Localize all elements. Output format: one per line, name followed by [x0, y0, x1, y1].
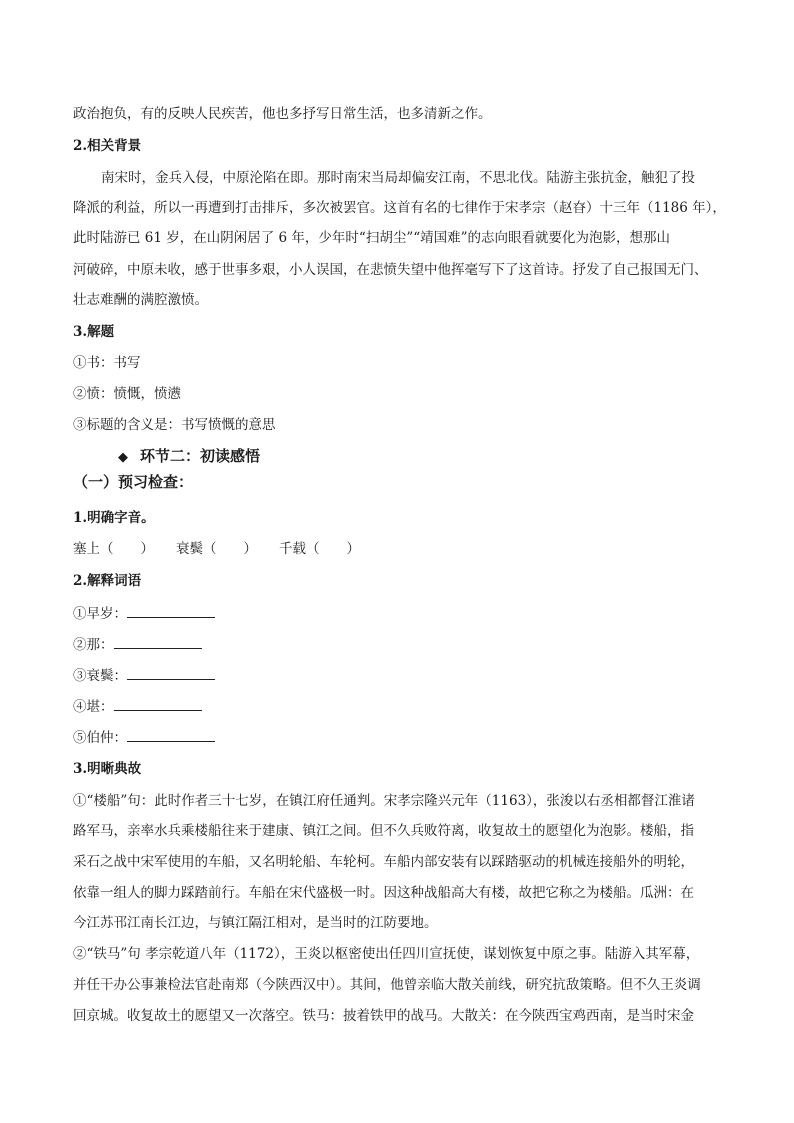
- text-line: 回京城。收复故土的愿望又一次落空。铁马：披着铁甲的战马。大散关：在今陕西宝鸡西南，是当时宋金: [73, 1008, 694, 1024]
- text-line: 采石之战中宋军使用的车船，又名明轮船、车轮柯。车船内部安装有以踩踏驱动的机械连接船外的明轮，: [73, 854, 694, 870]
- answer-blank[interactable]: [114, 634, 202, 649]
- answer-blank[interactable]: [127, 603, 215, 618]
- text-line: 河破碎，中原未收，感于世事多艰，小人误国，在悲愤失望中他挥毫写下了这首诗。抒发了自己报国无门、: [73, 262, 708, 278]
- word-item: [73, 665, 733, 686]
- text-line: 依靠一组人的脚力踩踏前行。车船在宋代盛极一时。因这种战船高大有楼，故把它称之为楼船。瓜洲：在: [73, 885, 694, 901]
- section-heading: [118, 446, 778, 468]
- text-line: ③标题的含义是：书写愤慨的意思: [73, 417, 276, 433]
- word-item: [73, 603, 733, 624]
- word-label: ⑤伯仲：: [73, 730, 127, 746]
- word-item: [73, 696, 733, 717]
- section-title: 环节二：初读感悟: [140, 447, 261, 465]
- subsection-heading: （一）预习检查：: [73, 473, 194, 491]
- text-line: ①“楼船”句：此时作者三十七岁，在镇江府任通判。宋孝宗隆兴元年（1163），张浚以右丞相都督江淮诸: [73, 793, 695, 809]
- text-line: ②“铁马”句 孝宗乾道八年（1172），王炎以枢密使出任四川宣抚使，谋划恢复中原之事。陆游入其军幕，: [73, 946, 700, 962]
- text-line: 降派的利益，所以一再遭到打击排斥，多次被罢官。这首有名的七律作于宋孝宗（赵昚）十三年（1186 年），: [73, 200, 726, 216]
- answer-blank[interactable]: [127, 665, 215, 680]
- heading-background: 2.相关背景: [73, 138, 142, 154]
- heading-words: 2.解释词语: [73, 573, 142, 589]
- answer-blank[interactable]: [127, 727, 215, 742]
- pronunciation-item: 千载（ ）: [279, 541, 360, 557]
- heading-title-explain: 3.解题: [73, 324, 115, 340]
- word-label: ②那：: [73, 637, 114, 653]
- text-line: ②愤：愤慨，愤懑: [73, 386, 181, 402]
- answer-blank[interactable]: [114, 696, 202, 711]
- heading-pronunciation: 1.明确字音。: [73, 510, 155, 526]
- pronunciation-item: 塞上（ ）: [73, 541, 154, 557]
- text-line: 路军马，亲率水兵乘楼船往来于建康、镇江之间。但不久兵败符离，收复故土的愿望化为泡影。楼船，指: [73, 823, 694, 839]
- pronunciation-item: 衰鬓（ ）: [176, 541, 257, 557]
- text-line: 今江苏邗江南长江边，与镇江隔江相对，是当时的江防要地。: [73, 915, 438, 931]
- word-item: [73, 727, 733, 748]
- text-line: 并任干办公事兼检法官赴南郑（今陕西汉中）。其间，他曾亲临大散关前线，研究抗敌策略。但不久王炎调: [73, 977, 701, 993]
- text-line: ①书：书写: [73, 355, 141, 371]
- diamond-icon: ◆: [118, 450, 128, 465]
- heading-allusion: 3.明晰典故: [73, 761, 142, 777]
- text-line: 此时陆游已 61 岁，在山阴闲居了 6 年，少年时“扫胡尘”“靖国难”的志向眼看就要化为泡影，想那山: [73, 230, 671, 246]
- word-item: [73, 634, 733, 655]
- text-line: 壮志难酬的满腔激愤。: [73, 292, 208, 308]
- word-label: ③衰鬓：: [73, 668, 127, 684]
- text-line: 南宋时，金兵入侵，中原沦陷在即。那时南宋当局却偏安江南，不思北伐。陆游主张抗金，触犯了投: [101, 170, 695, 186]
- pronunciation-row: [73, 539, 733, 559]
- word-label: ④堪：: [73, 699, 114, 715]
- text-line: 政治抱负，有的反映人民疾苦，他也多抒写日常生活，也多清新之作。: [73, 106, 492, 122]
- word-label: ①早岁：: [73, 606, 127, 622]
